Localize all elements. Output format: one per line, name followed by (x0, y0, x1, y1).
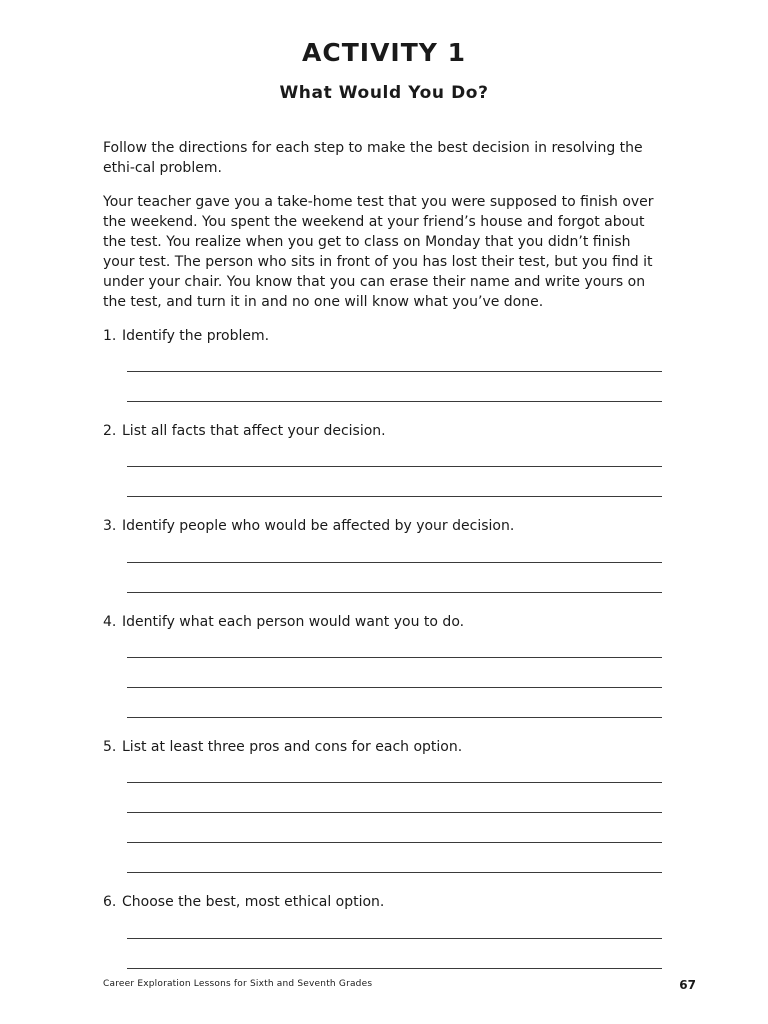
question-text: Choose the best, most ethical option. (122, 894, 385, 910)
answer-line[interactable] (127, 466, 662, 467)
question-number: 1. (103, 328, 117, 344)
question-text: List all facts that affect your decision. (122, 423, 386, 439)
page-title: ACTIVITY 1 (302, 38, 466, 67)
scenario-paragraph: Your teacher gave you a take-home test that you were supposed to finish over the weekend. You spent the weekend at your friend’s house and forgot about the test. You realize when you get to class on Monday that you didn’t finish your test. The person who sits in front of you has lost their test, but you find it under your chair. You know that you can erase their name and write yours on the test, and turn it in and no one will know what you’ve done. (103, 194, 654, 310)
answer-line[interactable] (127, 782, 662, 783)
question-5 (103, 737, 462, 757)
question-text: Identify people who would be affected by your decision. (122, 518, 515, 534)
question-text: Identify what each person would want you to do. (122, 614, 465, 630)
intro-paragraph: Follow the directions for each step to make the best decision in resolving the ethi-cal problem. (103, 140, 643, 176)
question-1 (103, 326, 269, 346)
question-number: 5. (103, 739, 117, 755)
question-number: 3. (103, 518, 117, 534)
answer-line[interactable] (127, 968, 662, 969)
question-number: 4. (103, 614, 117, 630)
page-subtitle: What Would You Do? (279, 83, 489, 103)
question-number: 2. (103, 423, 117, 439)
question-3 (103, 516, 514, 536)
answer-line[interactable] (127, 938, 662, 939)
answer-line[interactable] (127, 371, 662, 372)
footer-book-title: Career Exploration Lessons for Sixth and Seventh Grades (103, 979, 373, 989)
answer-line[interactable] (127, 496, 662, 497)
question-2 (103, 421, 386, 441)
answer-line[interactable] (127, 401, 662, 402)
answer-line[interactable] (127, 592, 662, 593)
question-6 (103, 892, 384, 912)
answer-line[interactable] (127, 687, 662, 688)
answer-line[interactable] (127, 842, 662, 843)
question-number: 6. (103, 894, 117, 910)
answer-line[interactable] (127, 717, 662, 718)
question-4 (103, 612, 464, 632)
question-text: Identify the problem. (122, 328, 270, 344)
answer-line[interactable] (127, 812, 662, 813)
page-number: 67 (679, 978, 696, 992)
question-text: List at least three pros and cons for each option. (122, 739, 463, 755)
answer-line[interactable] (127, 562, 662, 563)
answer-line[interactable] (127, 657, 662, 658)
answer-line[interactable] (127, 872, 662, 873)
